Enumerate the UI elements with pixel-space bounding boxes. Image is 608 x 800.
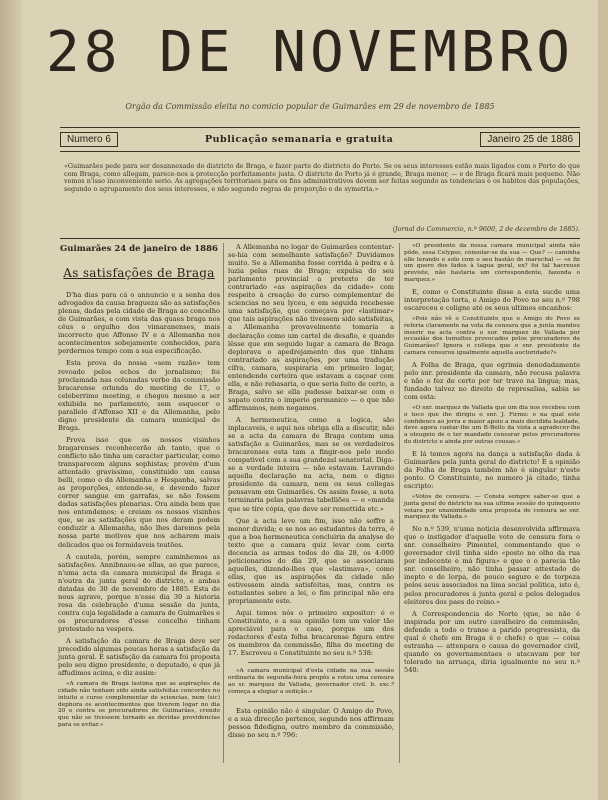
quote-rule — [248, 701, 374, 702]
paragraph: E lá temos agora na dança a satisfação dada à Guimarães pela junta geral do districto! E a opinião da Folha de Braga também não é singular n'este ponto. O Constituinte, no numero já citado, tinha escripto: — [404, 449, 580, 490]
top-rule — [60, 127, 580, 128]
issue-date: Janeiro 25 de 1886 — [480, 132, 580, 147]
quote-rule — [248, 662, 374, 663]
paragraph: Esta opinião não é singular. O Amigo do Povo, e a sua direcção pertence, segundo nos affirmam pessoa fidedigna, outro membro da commissão, disse no seu n.º 796: — [228, 706, 394, 739]
article-heading: As satisfações de Braga — [63, 266, 215, 281]
bottom-rule — [60, 151, 580, 152]
paragraph: A Folha de Braga, que egrimia denodadamente pelo snr. presidente da camara, não recusa palavra e não o fez de certo por ter travo na lingua; mas, fundado talvez no direito de represalias, sabia se com esta: — [404, 360, 580, 401]
article-column-3 — [404, 243, 580, 678]
paragraph: Prova isso que os nossos visinhos bragarenses reconhecerão ah tanto, que o conflicto não tinha um caracter particular, como transparecem alguns sophistas; provém d'um attentado gravissimo, constituido um causa belli, como o da Allemanha e Hespanha, salvas as proporções, entende-se, e devendo fazer correr sangue em garrafas, se não fossem dadas satisfações plenarias. Ora ainda bem que nos entendemos; e creiam os nossos visinhos que, se as satisfações que nos deram podem conduzir a Allemanha, não lhes daremos pela nossa parte motivos que nos acharem mais delicados que os formidaveis teutões. — [58, 435, 220, 549]
page-edge-stain — [598, 0, 608, 800]
masthead-subtitle: Orgão da Commissão eleita no comicio popular de Guimarães em 29 de novembro de 1885 — [125, 102, 495, 111]
masthead-title: 28 DE NOVEMBRO — [45, 20, 574, 85]
paragraph: D'ha dias para cá o annuncio e a senha dos advogados da causa bragueza são as satisfações plenas, dadas pela cidade de Braga ao concelho de Guimarães, e com vista das quaes braga nos cêus o orgulho dos vimaranenses, mais incorrecto que Affonso IV e a Allemanha nos acontecimentos sobejamente conhecidos, para perdermos tempo com a sua especificação. — [58, 291, 220, 356]
issue-number: Numero 6 — [60, 132, 118, 147]
info-bar — [60, 131, 580, 147]
epigraph-quote: «Guimarães pede para ser desannexado do districto de Braga, e fazer parte do districto do Porto. Se os seus interesses estão mais ligados com o Porto do que com Braga, como allegam, parece-nos a protecção perfeitamente justa. O districto do Porto já é grande, Braga menor, — e de Braga ficará mais pequeno. Não vemos n'isso inconveniente serio. As agregações territoriaes para os fins administrativos devem ser feitas segundo as tendencias e os habitos das populações, segundo o agrupamento dos seus interesses, e não segundo regras de proporção e de symetria.» — [64, 162, 580, 193]
paragraph: Que a acta leve um fim, isso não soffre a menor duvida; e se nos ao estudantes da terra, é que a boa hermeneutica concluiria da analyse do texto que a camara quiz levar com certa decencia as armas todos do dia 28, os 4:000 peticionarios do dia 29, que se associaram aquelles, dizendo-lhes que «lastimava», como ellas, que as aspirações da cidade não estivessem ainda satisfeitas, mas, contra os estudantes sobre a lei, o fim principal não era propriamente este. — [228, 516, 394, 606]
column-divider — [223, 243, 224, 763]
block-quote: «O presidente da nossa camara municipal ainda não pôde, essa Celypso, consolar-se da sua — Que? — caminha elle lerando e solo com o seu bastão de marechal — «e fiz um quero dos fados à tagua geral, ex? foi tal hacreuse previste, não bastaria um correspondente, fazenda o marquez.» — [404, 243, 580, 283]
block-quote: «A camara de Braga lastima que as aspirações da cidade não tenham sido ainda satisfeitas concordes no intuito o curso complementar de sciencias, nem (sic) dephora os acontecimentos que tiverem logar no dia 20 e contra os procuradores de Guimarães, crendo que não se tivessem tornado as devidas providencias para os evitar.» — [58, 681, 220, 729]
article-column-1 — [58, 243, 220, 733]
paragraph: Esta prova da nossa «sem razão» tem revoado pelos echos do jornalismo; foi proclamada nas colunadas verbo da commissão bracarense orlunda do meeting de 17, o celeberrimo meeting, e chegou mesmo a ser exhibida no parlamento, sem esquecer o parallelo d'Affonso XII e da Allemanha, pelo digno presidente da camara municipal de Braga. — [58, 359, 220, 432]
paragraph: A Correspondencia do Norte (que, se não é inspirada por um outro cavalheiro da commissão, defende a todo o transe a parido progressista, da qual é chefe em Braga é o chefe) o que — coisa estranha — attenpara o causa do governador civil, quando os governamentaes o atacavam por ter tolerado na arruaça, diria igualmente no seu n.º 540: — [404, 609, 580, 674]
page-spine-shadow — [0, 0, 22, 800]
publication-note: Publicação semanaria e gratuita — [205, 133, 394, 145]
paragraph: A hermeneutica, como a logica, são inplacaveis, e aqui nos obriga ella a discutir, não se a acta da camara de Braga contem uma satisfação a Guimarães, mas se os verdadeiros bracarenses esta tam a fingir-nos pelo modo compativel com a sua grandezal senatorial. Diga-se a verdade inteira — não estavam. Lavrando aquella declaração na acta, nem o digno presidente da camara, nem os seus collegas pensavam em Guimarães. Os assim fosse, a nota terminaria pelas palavras tabelliões — e «manda que se tire cópia, que deve ser remettida etc.» — [228, 415, 394, 513]
epigraph-rule — [60, 238, 580, 239]
epigraph-source: (Jornal do Commercio, n.º 9600, 2 de dezembro de 1885). — [392, 225, 580, 233]
article-dateline: Guimarães 24 de janeiro de 1886 — [60, 244, 218, 254]
paragraph: No n.º 539, n'uma noticia desenvolvida affirmava que o instigador d'aquelle voto de censura fora o snr. conselheiro Pimentel, commentando que o governador civil tinha sido «posto no olho da rua por indecente e má figura» e que o o parecia tão snr. conselheiro, não tinha passar attestado de inepto e de lorpa, de pouco seguro e de torpeza pelos seus associados na lima social politica, isto é, pelos procuradores á junta geral e pelos delegados eleitores dos paes do reino.» — [404, 525, 580, 606]
block-quote: «Pois não vê o Constituinte que o Amigo do Povo se referia claramente na vota da censura que a junta mandou inserir na acta contra o sur. marquez de Vallada por occasião dos tumultos provocados pelos procuradores de Guimarães? Ignora o collega que o snr. presidente da camara censurou igualmente aquella auctoridade?» — [404, 315, 580, 356]
article-column-2 — [228, 243, 394, 743]
paragraph: A Allemanha no logar de Guimarães contentar-se-hia com semelhante satisfação? Duvidamos muito. Se a Allemanha fosse corrida à pedra e à luzia pelas ruas de Braga; expulsa do seu parlamento provincial a pretexto de ter contrariado «as aspirações da cidade» com respeito à creação do curso complementar de sciencias no seu lyceu, e em seguida recebesse uma satisfação, que começava por «lastimar» que tais aspirações não tivessem sido satisfeitas, a Allemanha provavelmente tomaria a declaração como um cartel de desafio, e quando lêsse que em seguido lugar a camara de Braga deplorava o apedrejamento dos que tinham contrariado as aspirações, por uma tradução cifra, camara, suspiraria em primeiro logar, entendendo certeira que estavam a caçoar com ella, e não rebasaria, o que seria feito de certo, a Braga, salvo se ella pudesse baixar-se com o sapato contra o imperio germanico — o que não affirmamos, nem negamos. — [228, 243, 394, 412]
block-quote: «O snr. marquez de Vallada que um dia nos recebeu com o toco que ihe dirigiu o snr. J. Firmo: o na qual este confidencs ao jorra e maior apoio a mais decidida lealdade, deve agora cantar-lhe um B-Bello da vista a agradecer-lhe a oleugeio de o ter mandado censurar pelos procuradores do districto e ainda por outras cousas.» — [404, 404, 580, 445]
paragraph: A cautela, porém, sempre caminhemos as satisfações. Annibnaou-se ellas, ao que parece, n'uma acta da camara municipal de Braga e n'outra da junta geral do districto, e ambas datadas de 30 de novembro de 1885. Esta de nous agrave, porque n'esse dia 30 a historia resa da celebração d'uma sessão da junta, contra cuja legalidade a camara de Guimarães e os procuradores d'esse concelho tinham protestado na vespera. — [58, 552, 220, 633]
paragraph: E, como o Constituinte disse a esta sucde uma interpretação torta, o Amigo do Povo no seu n.º 798 escareceu e coligne até os seus ultimos encanhos: — [404, 287, 580, 312]
paragraph: A satisfação da camara de Braga deve ser precedido algumas poucas horas a satisfação da junta geral. E satisfação da camara foi proposta pelo seu digno presidente, o deputado, e que já affudimos acima, e diz assim: — [58, 637, 220, 678]
column-divider — [399, 243, 400, 763]
block-quote: «Votos de censura. — Consta sempre saber-se que a junta geral do districto na sua ultima sessão do quinquenio votara por unanimidade uma proposta de censura ao snr. marquez de Vallada.» — [404, 493, 580, 521]
paragraph: Aqui temos nós o primeiro expositor: é o Constituinte, e a sua opinião tem um valor tão apreciável para o caso, porque um dos redactores d'esta folha bracarense figura entre os membros da commissão, filha do meeting de 17. Escreveu o Constituinte no seu n.º 538: — [228, 609, 394, 658]
block-quote: «A camara municipal d'esta cidade na sua sessão ordinaria de segunda-feira propôs a votou uma censura ao sr. marquez de Vallada, governador civil. b. exc.ª começa a elogiar a sedição.» — [228, 668, 394, 695]
